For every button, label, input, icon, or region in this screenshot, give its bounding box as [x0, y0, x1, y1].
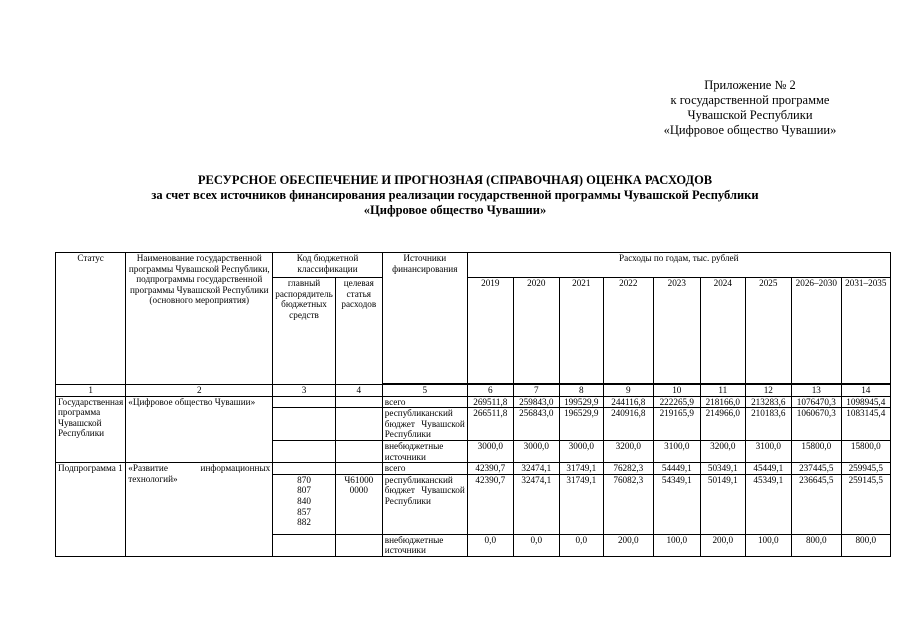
column-number: 13 [791, 385, 841, 397]
row-value: 269511,8 [467, 396, 513, 408]
row-target-item [335, 440, 382, 462]
row-value: 240916,8 [603, 408, 653, 441]
row-value: 0,0 [467, 534, 513, 556]
row-main-manager [273, 408, 336, 441]
row-value: 0,0 [559, 534, 603, 556]
row-value: 219165,9 [653, 408, 700, 441]
header-target-item: целевая статья расходов [335, 278, 382, 385]
row-value: 0,0 [513, 534, 559, 556]
row-value: 199529,9 [559, 396, 603, 408]
header-year: 2022 [603, 278, 653, 384]
row-main-manager [273, 396, 336, 408]
column-number: 5 [382, 385, 467, 397]
header-expenses: Расходы по годам, тыс. рублей [467, 253, 890, 278]
row-value: 237445,5 [791, 463, 841, 475]
row-value: 256843,0 [513, 408, 559, 441]
table-row [56, 463, 891, 475]
header-year: 2031–2035 [841, 278, 890, 384]
row-value: 800,0 [841, 534, 890, 556]
header-year: 2023 [653, 278, 700, 384]
row-value: 213283,6 [745, 396, 791, 408]
row-source: республиканский бюджет Чувашской Республики [382, 474, 467, 534]
row-value: 1098945,4 [841, 396, 890, 408]
row-value: 800,0 [791, 534, 841, 556]
row-value: 244116,8 [603, 396, 653, 408]
row-target-item [335, 534, 382, 556]
row-value: 1060670,3 [791, 408, 841, 441]
header-sources: Источники финансирования [382, 253, 467, 384]
header-year: 2024 [700, 278, 745, 384]
row-value: 45449,1 [745, 463, 791, 475]
row-value: 259945,5 [841, 463, 890, 475]
table-row [56, 396, 891, 408]
column-number: 6 [467, 385, 513, 397]
row-main-manager [273, 440, 336, 462]
column-number: 8 [559, 385, 603, 397]
row-value: 210183,6 [745, 408, 791, 441]
row-value: 3100,0 [653, 440, 700, 462]
row-source: внебюджетные источники [382, 440, 467, 462]
row-value: 218166,0 [700, 396, 745, 408]
row-source: внебюджетные источники [382, 534, 467, 556]
header-year: 2019 [467, 278, 513, 384]
column-number: 9 [603, 385, 653, 397]
column-number: 10 [653, 385, 700, 397]
appendix-line: к государственной программе [670, 93, 830, 107]
row-value: 32474,1 [513, 463, 559, 475]
row-value: 3000,0 [513, 440, 559, 462]
row-value: 222265,9 [653, 396, 700, 408]
row-value: 3200,0 [700, 440, 745, 462]
row-main-manager [273, 534, 336, 556]
column-number: 11 [700, 385, 745, 397]
row-value: 266511,8 [467, 408, 513, 441]
column-number: 14 [841, 385, 890, 397]
row-value: 200,0 [603, 534, 653, 556]
row-value: 3000,0 [467, 440, 513, 462]
row-target-item: Ч61000 0000 [335, 474, 382, 534]
row-status: Подпрограмма 1 [56, 463, 126, 557]
header-budget-code: Код бюджетной классификации [273, 253, 383, 278]
row-source: всего [382, 463, 467, 475]
header-year: 2020 [513, 278, 559, 384]
row-value: 76282,3 [603, 463, 653, 475]
header-year: 2021 [559, 278, 603, 384]
row-value: 259843,0 [513, 396, 559, 408]
row-main-manager: 870 807 840 857 882 [273, 474, 336, 534]
row-target-item [335, 408, 382, 441]
row-source: республиканский бюджет Чувашской Республики [382, 408, 467, 441]
row-value: 100,0 [745, 534, 791, 556]
row-value: 200,0 [700, 534, 745, 556]
row-value: 3200,0 [603, 440, 653, 462]
appendix-line: «Цифровое общество Чувашии» [663, 123, 837, 137]
header-status: Статус [56, 253, 126, 385]
header-year: 2026–2030 [791, 278, 841, 384]
appendix-line: Чувашской Республики [687, 108, 813, 122]
resource-table [55, 252, 891, 557]
header-name: Наименование государственной программы Чувашской Республики, подпрограммы государственной программы Чувашской Республики (основного мероприятия) [126, 253, 273, 385]
row-value: 42390,7 [467, 463, 513, 475]
row-value: 31749,1 [559, 474, 603, 534]
title-line: РЕСУРСНОЕ ОБЕСПЕЧЕНИЕ И ПРОГНОЗНАЯ (СПРАВОЧНАЯ) ОЦЕНКА РАСХОДОВ [197, 173, 713, 187]
row-value: 3100,0 [745, 440, 791, 462]
appendix-block [620, 78, 880, 138]
row-value: 236645,5 [791, 474, 841, 534]
column-number: 12 [745, 385, 791, 397]
row-status: Государственная программа Чувашской Республики [56, 396, 126, 463]
title-line: за счет всех источников финансирования реализации государственной программы Чувашской Республики [151, 188, 759, 202]
header-main-manager: главный распорядитель бюджетных средств [273, 278, 336, 385]
appendix-line: Приложение № 2 [704, 78, 796, 92]
column-number: 3 [273, 385, 336, 397]
row-source: всего [382, 396, 467, 408]
row-value: 214966,0 [700, 408, 745, 441]
column-number: 4 [335, 385, 382, 397]
title-line: «Цифровое общество Чувашии» [363, 203, 547, 217]
column-number: 2 [126, 385, 273, 397]
row-value: 45349,1 [745, 474, 791, 534]
row-value: 54349,1 [653, 474, 700, 534]
row-value: 1076470,3 [791, 396, 841, 408]
column-number: 1 [56, 385, 126, 397]
row-value: 31749,1 [559, 463, 603, 475]
row-value: 259145,5 [841, 474, 890, 534]
row-value: 15800,0 [841, 440, 890, 462]
row-value: 50149,1 [700, 474, 745, 534]
row-value: 42390,7 [467, 474, 513, 534]
column-number: 7 [513, 385, 559, 397]
row-value: 15800,0 [791, 440, 841, 462]
row-value: 76082,3 [603, 474, 653, 534]
row-name: «Цифровое общество Чувашии» [126, 396, 273, 463]
row-target-item [335, 396, 382, 408]
row-name: «Развитие информационных технологий» [126, 463, 273, 557]
row-value: 54449,1 [653, 463, 700, 475]
header-year: 2025 [745, 278, 791, 384]
row-target-item [335, 463, 382, 475]
row-value: 196529,9 [559, 408, 603, 441]
row-value: 3000,0 [559, 440, 603, 462]
row-main-manager [273, 463, 336, 475]
row-value: 50349,1 [700, 463, 745, 475]
row-value: 100,0 [653, 534, 700, 556]
row-value: 1083145,4 [841, 408, 890, 441]
document-title [60, 173, 850, 218]
row-value: 32474,1 [513, 474, 559, 534]
